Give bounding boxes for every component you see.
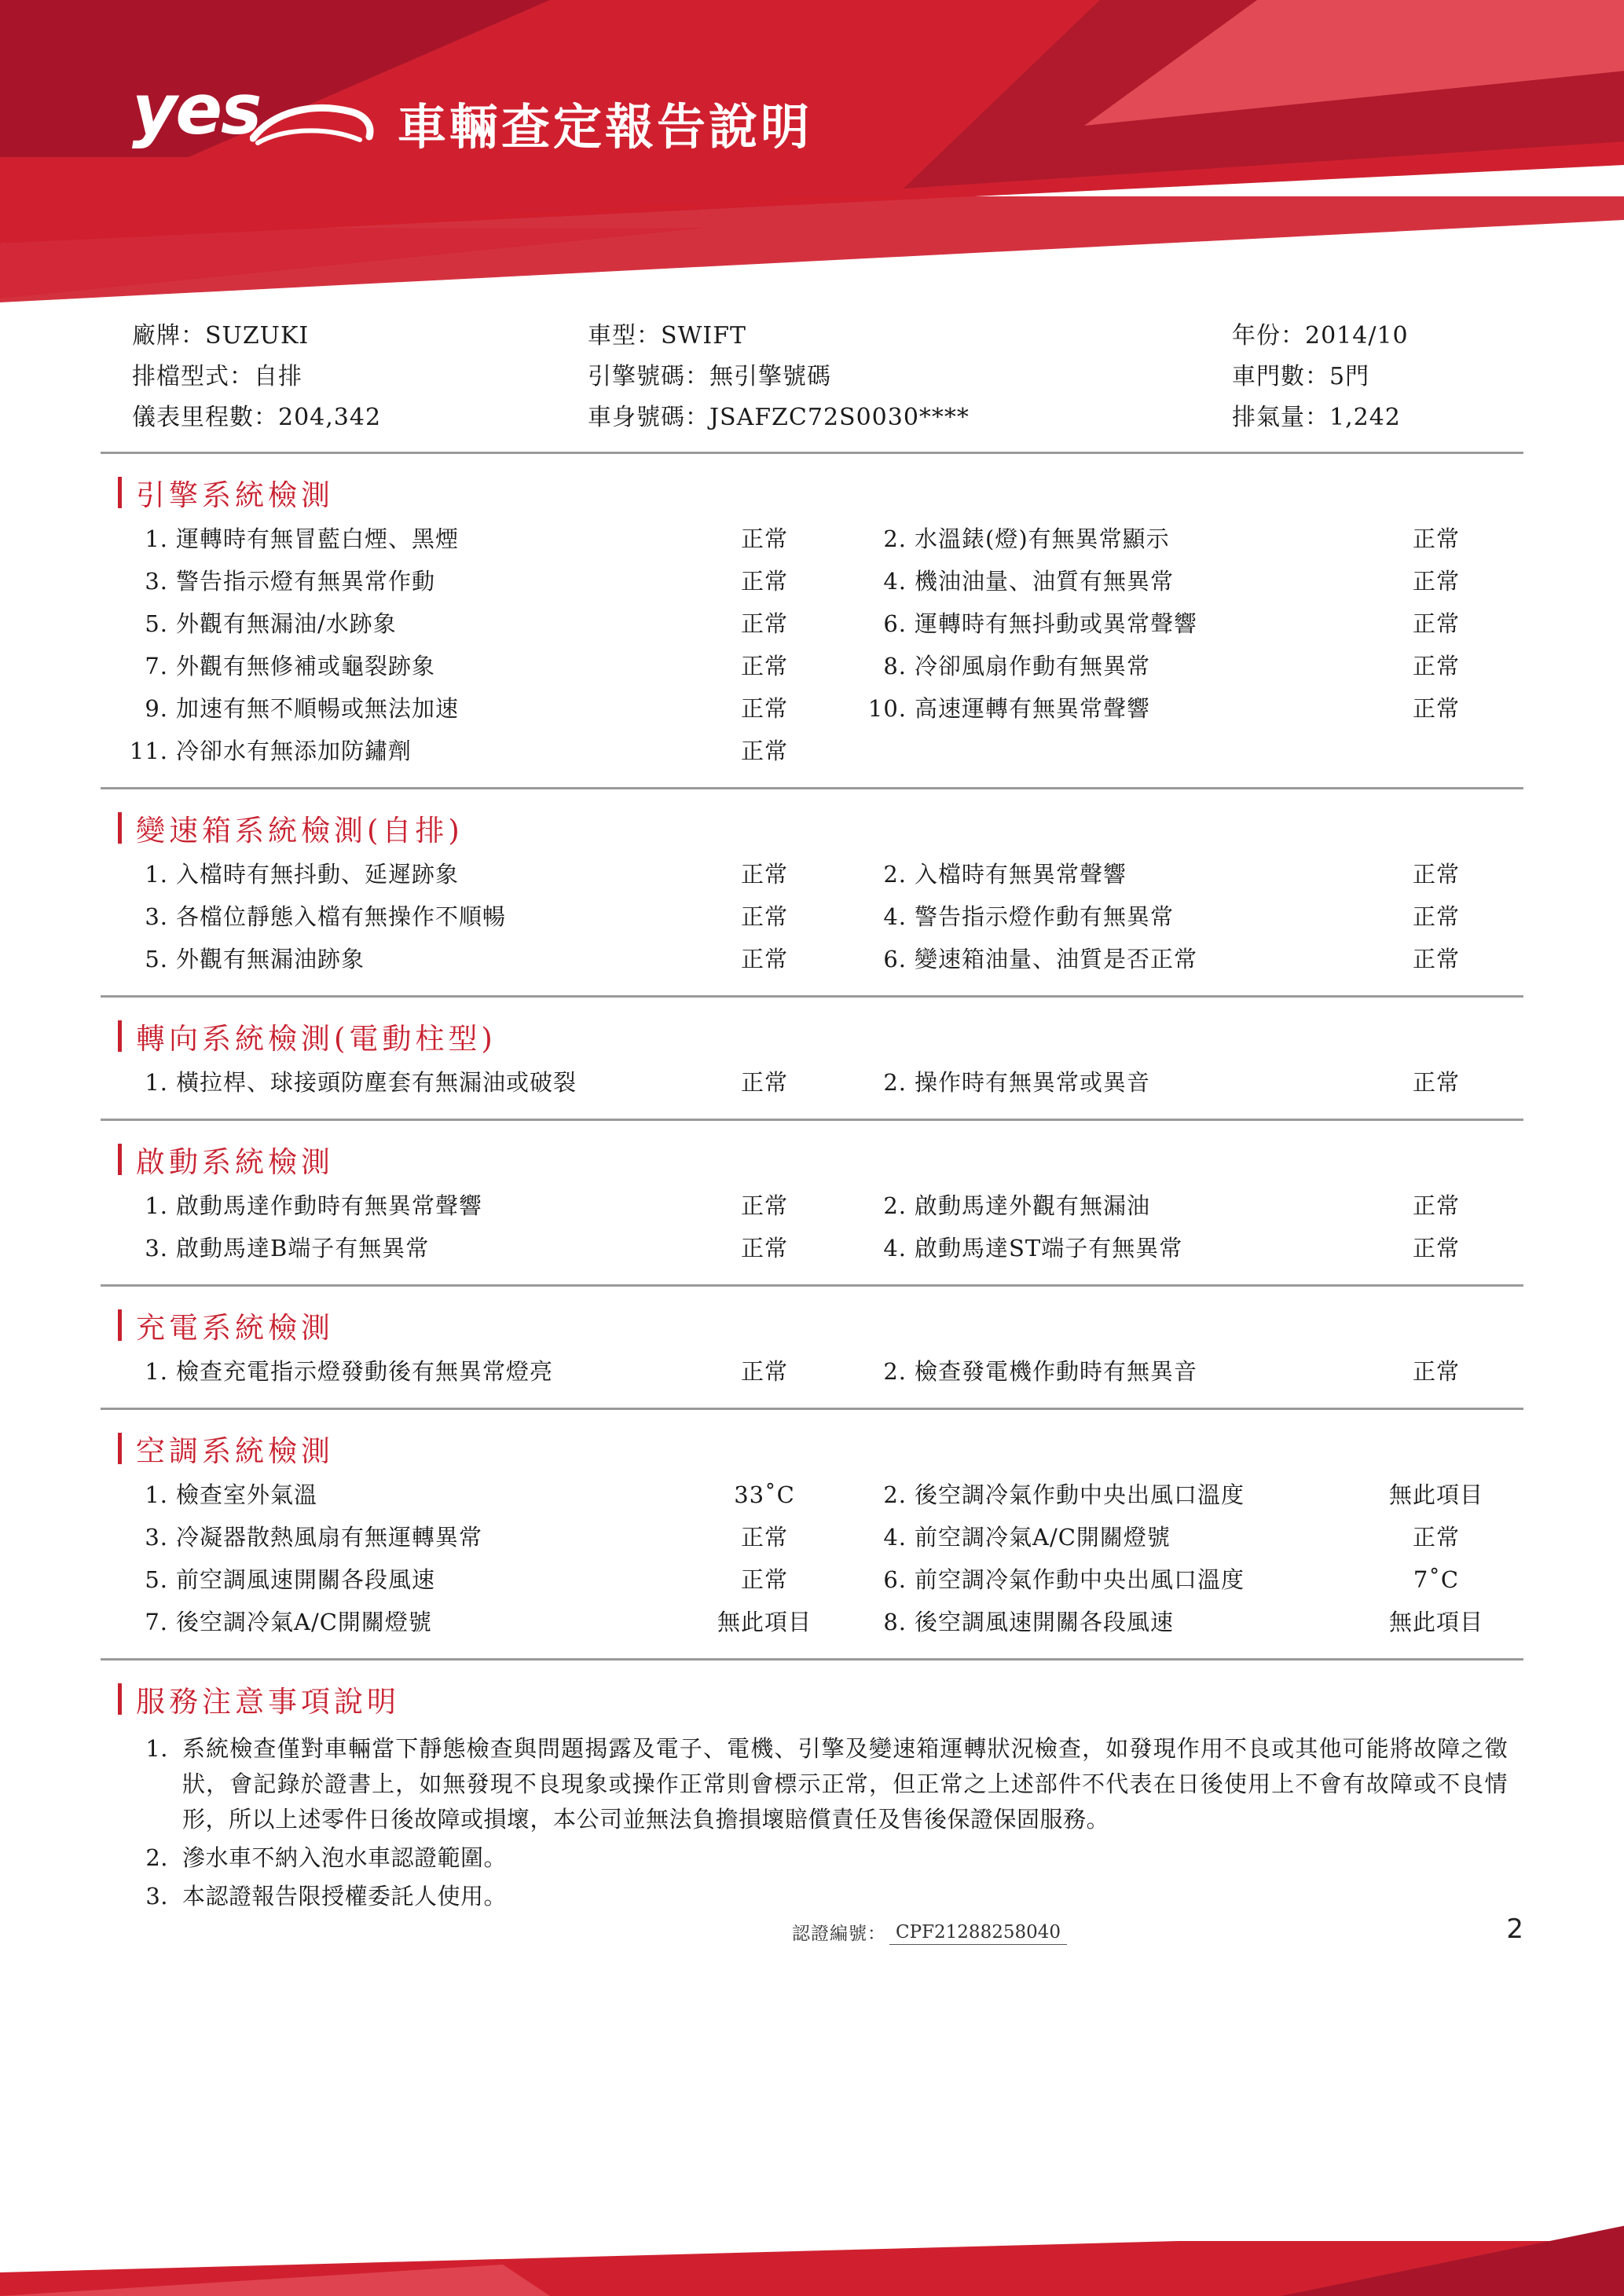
brand-logo	[132, 69, 813, 170]
check-item	[101, 1360, 839, 1383]
check-num: 1.	[145, 861, 168, 888]
check-num: 1.	[145, 1481, 168, 1508]
vehicle-info-row	[101, 317, 1523, 357]
check-value: 正常	[1412, 653, 1460, 679]
check-num: 1.	[145, 1192, 168, 1219]
vehicle-field-transmission-label: 排檔型式：	[132, 363, 254, 390]
check-table-charging	[101, 1351, 1523, 1410]
section-heading-transmission	[101, 807, 1523, 849]
check-value: 正常	[1412, 525, 1460, 552]
vehicle-field-vin-value: JSAFZC72S0030****	[709, 404, 970, 431]
check-label: 外觀有無漏油跡象	[176, 946, 365, 972]
section-title: 充電系統檢測	[136, 1311, 334, 1345]
check-label: 入檔時有無抖動、延遲跡象	[176, 861, 460, 888]
check-label: 警告指示燈有無異常作動	[176, 568, 436, 595]
logo-text: yes	[132, 69, 261, 150]
section-bar-icon	[118, 812, 122, 844]
vehicle-field-year-value: 2014/10	[1305, 322, 1409, 350]
check-num: 2.	[883, 861, 907, 888]
check-value: 正常	[1412, 946, 1460, 972]
check-label: 後空調冷氣作動中央出風口溫度	[915, 1481, 1245, 1508]
check-num: 11.	[129, 738, 168, 764]
check-item	[839, 1526, 1515, 1549]
check-value: 正常	[740, 738, 788, 764]
check-value: 7˚C	[1413, 1566, 1460, 1593]
note-number: 1.	[145, 1735, 168, 1762]
check-num: 2.	[883, 1069, 907, 1096]
check-label: 入檔時有無異常聲響	[915, 861, 1127, 888]
check-item	[101, 1611, 839, 1634]
section-heading-steering	[101, 1015, 1523, 1057]
check-num: 5.	[145, 610, 168, 637]
check-value: 33˚C	[734, 1481, 795, 1508]
table-row	[101, 1517, 1523, 1559]
vehicle-field-vin-label: 車身號碼：	[588, 404, 709, 431]
check-num: 7.	[145, 653, 168, 679]
vehicle-field-vin	[588, 406, 1216, 430]
check-item	[839, 903, 1515, 930]
check-value: 無此項目	[1388, 1481, 1483, 1508]
car-swoosh-icon	[250, 97, 376, 152]
list-item	[101, 1731, 1523, 1837]
check-num: 5.	[145, 1566, 168, 1593]
check-item	[839, 695, 1515, 722]
check-num: 6.	[883, 610, 907, 637]
check-num: 4.	[883, 903, 907, 930]
vehicle-field-engine-number-value: 無引擎號碼	[709, 363, 831, 390]
check-item	[839, 1481, 1515, 1508]
check-num: 4.	[883, 1235, 907, 1262]
check-value: 正常	[740, 1235, 788, 1262]
check-label: 冷卻風扇作動有無異常	[915, 653, 1151, 679]
check-num: 8.	[883, 653, 907, 679]
page-footer	[0, 2202, 1624, 2296]
note-number: 3.	[145, 1882, 168, 1910]
section-title: 引擎系統檢測	[136, 478, 334, 512]
section-title: 轉向系統檢測(電動柱型)	[136, 1022, 497, 1056]
check-num: 1.	[145, 1069, 168, 1096]
vehicle-field-mileage-value: 204,342	[278, 404, 382, 431]
check-item	[101, 610, 839, 637]
table-row	[101, 688, 1523, 731]
check-value: 正常	[740, 653, 788, 679]
section-heading-engine	[101, 471, 1523, 514]
check-label: 冷凝器散熱風扇有無運轉異常	[176, 1524, 483, 1551]
page-body	[0, 317, 1624, 1945]
check-label: 前空調風速開關各段風速	[176, 1566, 436, 1593]
check-value: 正常	[740, 568, 788, 595]
table-row	[101, 1228, 1523, 1270]
check-value: 正常	[1412, 861, 1460, 888]
note-text: 本認證報告限授權委託人使用。	[182, 1882, 508, 1910]
check-item	[101, 655, 839, 678]
vehicle-field-engine-number	[588, 365, 1216, 389]
section-heading-charging	[101, 1304, 1523, 1346]
vehicle-field-year	[1216, 324, 1523, 348]
vehicle-field-brand-value: SUZUKI	[205, 322, 310, 350]
note-text: 系統檢查僅對車輛當下靜態檢查與問題揭露及電子、電機、引擎及變速箱運轉狀況檢查，如發現作用不良或其他可能將故障之徵狀，會記錄於證書上，如無發現不良現象或操作正常則會標示正常，但正常之上述部件不代表在日後使用上不會有故障或不良情形，所以上述零件日後故障或損壞，本公司並無法負擔損壞賠償責任及售後保證保固服務。	[182, 1735, 1508, 1833]
check-num: 6.	[883, 946, 907, 972]
check-num: 2.	[883, 1192, 907, 1219]
table-row	[101, 561, 1523, 603]
check-num: 9.	[145, 695, 168, 722]
list-item	[101, 1879, 1523, 1914]
check-label: 警告指示燈作動有無異常	[915, 903, 1175, 930]
check-item	[839, 948, 1515, 971]
check-num: 4.	[883, 1524, 907, 1551]
check-item	[839, 1192, 1515, 1219]
table-row	[101, 518, 1523, 561]
check-value: 無此項目	[1388, 1609, 1483, 1635]
table-row	[101, 1474, 1523, 1517]
vehicle-field-doors-value: 5門	[1329, 363, 1370, 390]
check-item	[101, 903, 839, 930]
check-value: 正常	[1412, 1524, 1460, 1551]
note-text: 滲水車不納入泡水車認證範圍。	[182, 1844, 508, 1871]
check-label: 後空調風速開關各段風速	[915, 1609, 1175, 1635]
check-label: 啟動馬達B端子有無異常	[176, 1235, 430, 1262]
check-item	[839, 655, 1515, 678]
certificate-number	[792, 1919, 1523, 1945]
check-item	[101, 1566, 839, 1593]
table-row	[101, 731, 1523, 773]
check-value: 正常	[740, 695, 788, 722]
check-value: 正常	[1412, 1192, 1460, 1219]
section-bar-icon	[118, 1309, 122, 1341]
vehicle-field-brand	[101, 324, 588, 348]
check-num: 6.	[883, 1566, 907, 1593]
page-title: 車輛查定報告說明	[398, 97, 813, 156]
vehicle-field-model-label: 車型：	[588, 322, 661, 350]
check-value: 正常	[740, 1566, 788, 1593]
check-num: 2.	[883, 1481, 907, 1508]
check-num: 2.	[883, 1358, 907, 1385]
check-label: 變速箱油量、油質是否正常	[915, 946, 1198, 972]
check-label: 前空調冷氣作動中央出風口溫度	[915, 1566, 1245, 1593]
section-bar-icon	[118, 1144, 122, 1175]
notes-list	[101, 1731, 1523, 1914]
check-item	[101, 948, 839, 971]
check-label: 冷卻水有無添加防鏽劑	[176, 738, 412, 764]
section-bar-icon	[118, 1020, 122, 1052]
vehicle-field-displacement-value: 1,242	[1329, 404, 1401, 431]
check-label: 檢查室外氣溫	[176, 1481, 318, 1508]
vehicle-info-block	[101, 317, 1523, 454]
check-label: 後空調冷氣A/C開關燈號	[176, 1609, 432, 1635]
section-title: 變速箱系統檢測(自排)	[136, 814, 464, 848]
vehicle-field-doors-label: 車門數：	[1232, 363, 1329, 390]
check-table-transmission	[101, 854, 1523, 998]
vehicle-info-row	[101, 357, 1523, 398]
check-value: 正常	[740, 525, 788, 552]
table-row	[101, 896, 1523, 939]
check-value: 正常	[740, 861, 788, 888]
check-label: 運轉時有無冒藍白煙、黑煙	[176, 525, 460, 552]
table-row	[101, 1351, 1523, 1393]
check-value: 正常	[1412, 903, 1460, 930]
check-item	[839, 863, 1515, 886]
vehicle-field-displacement	[1216, 406, 1523, 430]
section-bar-icon	[118, 1683, 122, 1715]
check-label: 檢查發電機作動時有無異音	[915, 1358, 1198, 1385]
page-header	[0, 0, 1624, 302]
check-num: 3.	[145, 903, 168, 930]
check-value: 正常	[740, 1192, 788, 1219]
check-item	[101, 1192, 839, 1219]
vehicle-field-transmission-value: 自排	[254, 363, 302, 390]
vehicle-field-year-label: 年份：	[1232, 322, 1305, 350]
check-item	[839, 570, 1515, 593]
section-title: 啟動系統檢測	[136, 1145, 334, 1179]
vehicle-info-row	[101, 398, 1523, 439]
note-number: 2.	[145, 1844, 168, 1871]
check-num: 8.	[883, 1609, 907, 1635]
check-value: 正常	[1412, 568, 1460, 595]
check-table-starter	[101, 1185, 1523, 1287]
table-row	[101, 603, 1523, 646]
check-item	[101, 525, 839, 552]
check-num: 3.	[145, 1235, 168, 1262]
table-row	[101, 939, 1523, 981]
vehicle-field-transmission	[101, 365, 588, 389]
check-label: 高速運轉有無異常聲響	[915, 695, 1151, 722]
check-value: 正常	[740, 1069, 788, 1096]
check-label: 外觀有無修補或龜裂跡象	[176, 653, 436, 679]
notes-block	[101, 1731, 1523, 1945]
check-label: 各檔位靜態入檔有無操作不順暢	[176, 903, 507, 930]
check-num: 10.	[867, 695, 907, 722]
check-label: 前空調冷氣A/C開關燈號	[915, 1524, 1171, 1551]
check-table-engine	[101, 518, 1523, 789]
check-item	[101, 570, 839, 593]
vehicle-field-mileage	[101, 406, 588, 430]
check-label: 操作時有無異常或異音	[915, 1069, 1151, 1096]
yes-logo-mark	[132, 69, 368, 170]
vehicle-field-model	[588, 324, 1216, 348]
vehicle-field-engine-number-label: 引擎號碼：	[588, 363, 709, 390]
section-heading-aircon	[101, 1427, 1523, 1470]
vehicle-field-model-value: SWIFT	[661, 322, 747, 350]
check-value: 無此項目	[717, 1609, 812, 1635]
check-value: 正常	[1412, 1358, 1460, 1385]
table-row	[101, 854, 1523, 896]
check-label: 啟動馬達外觀有無漏油	[915, 1192, 1151, 1219]
certificate-number-label: 認證編號：	[792, 1923, 886, 1944]
check-num: 1.	[145, 525, 168, 552]
table-row	[101, 1185, 1523, 1228]
list-item	[101, 1840, 1523, 1876]
check-item	[839, 1566, 1515, 1593]
check-value: 正常	[740, 903, 788, 930]
vehicle-field-mileage-label: 儀表里程數：	[132, 404, 278, 431]
section-title: 空調系統檢測	[136, 1434, 334, 1468]
check-num: 3.	[145, 568, 168, 595]
check-label: 啟動馬達作動時有無異常聲響	[176, 1192, 483, 1219]
check-num: 3.	[145, 1524, 168, 1551]
table-row	[101, 1559, 1523, 1602]
check-item-empty	[839, 740, 1515, 763]
section-heading-starter	[101, 1138, 1523, 1181]
check-value: 正常	[1412, 610, 1460, 637]
check-num: 2.	[883, 525, 907, 552]
certificate-number-value: CPF21288258040	[889, 1922, 1067, 1945]
vehicle-field-brand-label: 廠牌：	[132, 322, 205, 350]
check-label: 橫拉桿、球接頭防塵套有無漏油或破裂	[176, 1069, 577, 1096]
section-title: 服務注意事項說明	[136, 1685, 400, 1719]
check-num: 1.	[145, 1358, 168, 1385]
check-num: 7.	[145, 1609, 168, 1635]
check-item	[839, 525, 1515, 552]
check-item	[101, 1237, 839, 1260]
check-value: 正常	[740, 1524, 788, 1551]
check-item	[839, 1237, 1515, 1260]
page-number: 2	[1506, 1913, 1523, 1945]
check-item	[839, 1611, 1515, 1634]
check-item	[101, 740, 839, 763]
check-item	[101, 1526, 839, 1549]
check-label: 啟動馬達ST端子有無異常	[915, 1235, 1183, 1262]
check-label: 機油油量、油質有無異常	[915, 568, 1175, 595]
check-label: 加速有無不順暢或無法加速	[176, 695, 460, 722]
check-label: 外觀有無漏油/水跡象	[176, 610, 397, 637]
section-heading-notes	[101, 1678, 1523, 1720]
check-label: 水溫錶(燈)有無異常顯示	[915, 525, 1170, 552]
check-table-aircon	[101, 1474, 1523, 1661]
vehicle-field-doors	[1216, 365, 1523, 389]
check-item	[101, 1481, 839, 1508]
table-row	[101, 1602, 1523, 1644]
check-value: 正常	[1412, 1069, 1460, 1096]
check-label: 運轉時有無抖動或異常聲響	[915, 610, 1198, 637]
check-table-steering	[101, 1062, 1523, 1121]
table-row	[101, 646, 1523, 688]
check-value: 正常	[1412, 1235, 1460, 1262]
check-item	[839, 1360, 1515, 1383]
check-item	[101, 695, 839, 722]
section-bar-icon	[118, 477, 122, 508]
check-item	[839, 1071, 1515, 1094]
check-value: 正常	[740, 946, 788, 972]
check-item	[839, 610, 1515, 637]
check-item	[101, 863, 839, 886]
check-item	[101, 1071, 839, 1094]
check-value: 正常	[740, 1358, 788, 1385]
check-num: 5.	[145, 946, 168, 972]
check-label: 檢查充電指示燈發動後有無異常燈亮	[176, 1358, 554, 1385]
check-num: 4.	[883, 568, 907, 595]
table-row	[101, 1062, 1523, 1104]
vehicle-field-displacement-label: 排氣量：	[1232, 404, 1329, 431]
check-value: 正常	[740, 610, 788, 637]
check-value: 正常	[1412, 695, 1460, 722]
section-bar-icon	[118, 1433, 122, 1464]
